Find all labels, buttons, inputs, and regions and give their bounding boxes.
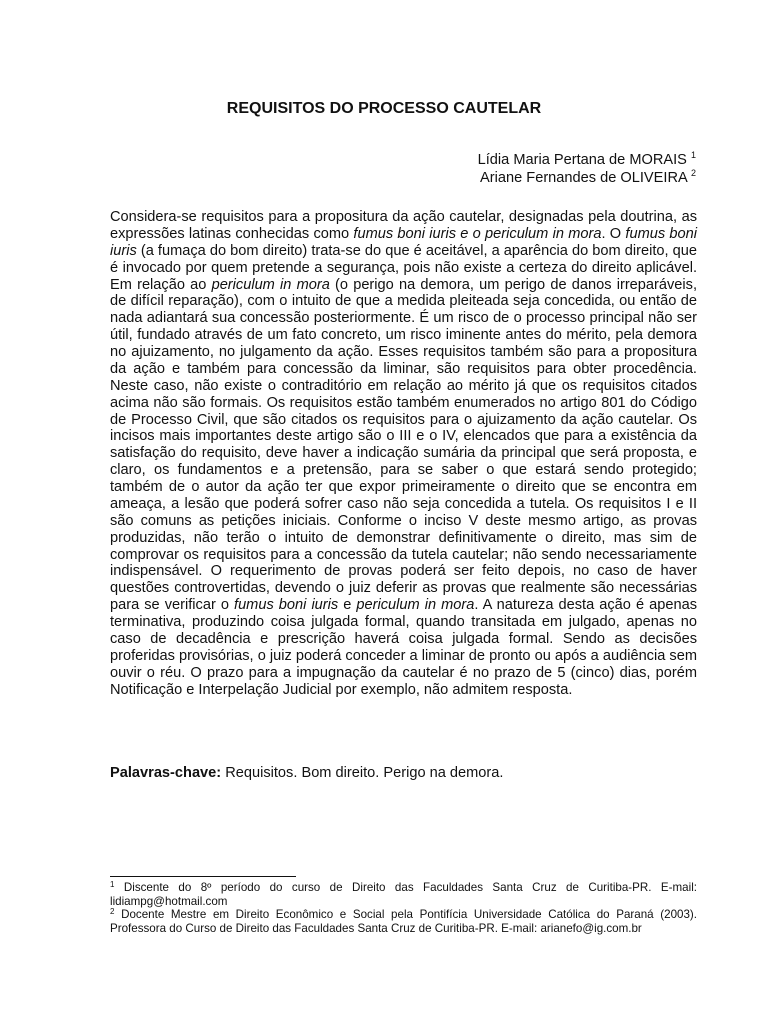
footnote: [110, 881, 697, 908]
footnotes: [110, 881, 697, 935]
footnote-text: Discente do 8º período do curso de Direito das Faculdades Santa Cruz de Curitiba-PR. E-mail: lidiampg@hotmail.com: [110, 881, 697, 908]
author-name: Ariane Fernandes de OLIVEIRA: [480, 170, 687, 186]
abstract-paragraph: [110, 209, 697, 698]
abstract-text: (a fumaça do bom direito) trata-se do que é aceitável, a aparência do bom direito, que é invocado por quem pretende a segurança, pois não existe a certeza do direito aplicável. Em relação ao: [110, 242, 697, 293]
footnote: [110, 908, 697, 935]
author-line: [478, 169, 696, 187]
footnote-number: 2: [110, 907, 115, 917]
latin-term: fumus boni iuris: [234, 597, 339, 614]
footnote-ref: 1: [690, 150, 696, 160]
paper-title: REQUISITOS DO PROCESSO CAUTELAR: [226, 100, 542, 117]
latin-term: fumus boni iuris e o periculum in mora: [353, 225, 602, 242]
latin-term: fumus boni iuris: [110, 225, 698, 259]
footnote-divider: [110, 876, 296, 877]
abstract-text: e: [338, 597, 357, 614]
keywords-label: Palavras-chave:: [110, 765, 222, 781]
author-list: [478, 151, 696, 187]
author-name: Lídia Maria Pertana de MORAIS: [477, 152, 687, 168]
latin-term: periculum in mora: [356, 597, 475, 614]
author-line: [478, 151, 696, 169]
abstract-text: . O: [601, 225, 626, 242]
abstract-text: . A natureza desta ação é apenas terminativa, produzindo coisa julgada formal, quando transitada em julgado, apenas no caso de decadência e prescrição haverá coisa julgada formal. Sendo as decisões proferidas provisórias, o juiz poderá conceder a liminar de pronto ou após a audiência sem ouvir o réu. O prazo para a impugnação da cautelar é no prazo de 5 (cinco) dias, porém Notificação e Interpelação Judicial por exemplo, não admitem resposta.: [110, 597, 697, 698]
abstract-text: Considera-se requisitos para a propositura da ação cautelar, designadas pela doutrina, as expressões latinas conhecidas como: [110, 209, 697, 242]
footnote-text: Docente Mestre em Direito Econômico e Social pela Pontifícia Universidade Católica do Paraná (2003). Professora do Curso de Direito das Faculdades Santa Cruz de Curitiba-PR. E-mail: arianefo@ig.com.br: [110, 908, 697, 935]
footnote-ref: 2: [690, 168, 696, 178]
latin-term: periculum in mora: [211, 276, 330, 293]
keywords: [110, 765, 697, 782]
abstract-text: (o perigo na demora, um perigo de danos irreparáveis, de difícil reparação), com o intuito de que a medida pleiteada seja concedida, ou então de nada adiantará sua concessão posteriormente. É um risco de o processo principal não ser útil, fundado através de um fato concreto, um risco iminente antes do mérito, pela demora no ajuizamento, no julgamento da ação. Esses requisitos também são para a propositura da ação e também para concessão da liminar, são requisitos para obter procedência. Neste caso, não existe o contraditório em relação ao mérito já que os requisitos citados acima não são formais. Os requisitos estão também enumerados no artigo 801 do Código de Processo Civil, que são citados os requisitos para o ajuizamento da ação cautelar. Os incisos mais importantes deste artigo são o III e o IV, elencados que para a existência da satisfação do requisito, deve haver a indicação sumária da principal que será proposta, e claro, os fundamentos e a pretensão, para se saber o que estará sendo protegido; também de o autor da ação ter que expor primeiramente o direito que se encontra em ameaça, a lesão que poderá sofrer caso não seja concedida a tutela. Os requisitos I e II são comuns as petições iniciais. Conforme o inciso V deste mesmo artigo, as provas produzidas, não terão o intuito de demonstrar definitivamente o direito, mas sim de comprovar os requisitos para a concessão da tutela cautelar; não sendo necessariamente indispensável. O requerimento de provas poderá ser feito depois, no caso de haver questões controvertidas, devendo o juiz deferir as provas que realmente são necessárias para se verificar o: [110, 276, 698, 614]
keywords-text: Requisitos. Bom direito. Perigo na demora.: [221, 765, 504, 781]
footnote-number: 1: [110, 880, 115, 889]
